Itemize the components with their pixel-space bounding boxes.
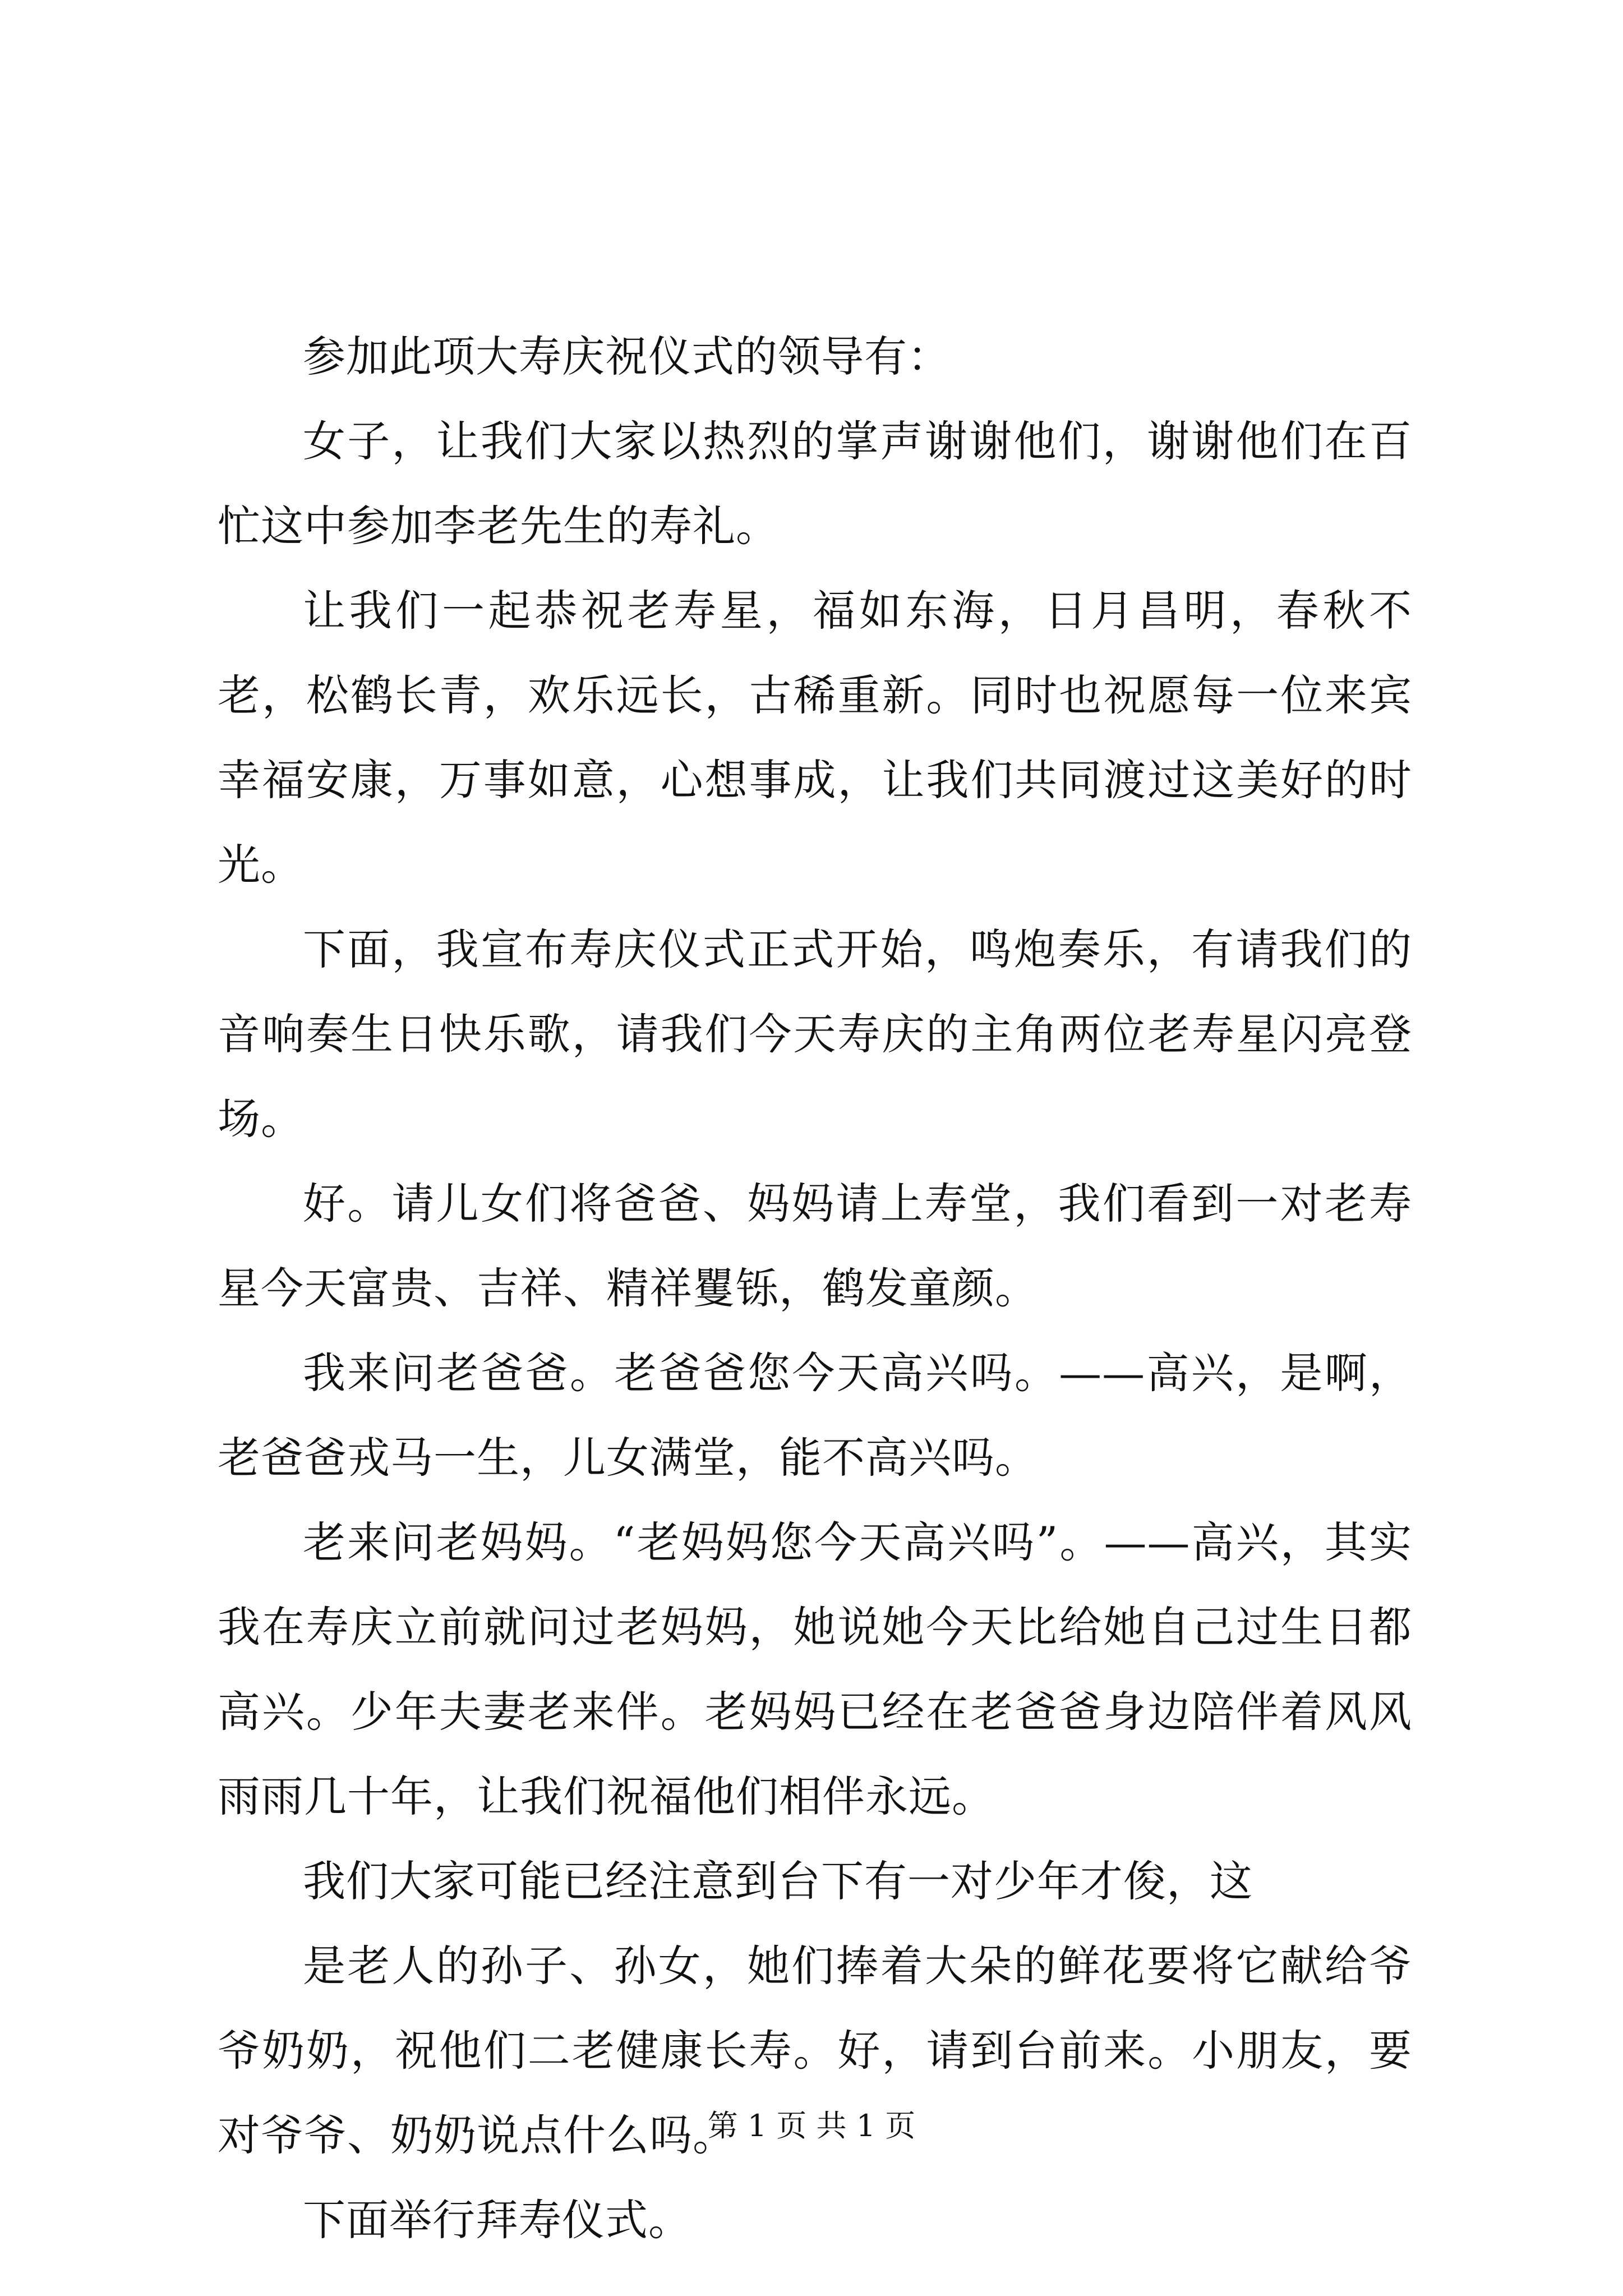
paragraph-6: 我来问老爸爸。老爸爸您今天高兴吗。——高兴，是啊，老爸爸戎马一生，儿女满堂，能不高兴吗。: [218, 1348, 1412, 1483]
paragraph-5: 好。请儿女们将爸爸、妈妈请上寿堂，我们看到一对老寿星今天富贵、吉祥、精祥矍铄，鹤发童颜。: [218, 1179, 1412, 1313]
paragraph-3: 让我们一起恭祝老寿星，福如东海，日月昌明，春秋不老，松鹤长青，欢乐远长，古稀重新。同时也祝愿每一位来宾幸福安康，万事如意，心想事成，让我们共同渡过这美好的时光。: [218, 586, 1412, 890]
paragraph-10: 下面举行拜寿仪式。: [303, 2195, 691, 2245]
paragraph-1: 参加此项大寿庆祝仪式的领导有：: [303, 332, 951, 381]
paragraph-7: 老来问老妈妈。“老妈妈您今天高兴吗”。——高兴，其实我在寿庆立前就问过老妈妈，她说她今天比给她自己过生日都高兴。少年夫妻老来伴。老妈妈已经在老爸爸身边陪伴着风风雨雨几十年，让我们祝福他们相伴永远。: [218, 1517, 1412, 1821]
paragraph-8: 我们大家可能已经注意到台下有一对少年才俊，这: [303, 1856, 1253, 1906]
document-body: [218, 314, 1412, 2262]
paragraph-9: 是老人的孙子、孙女，她们捧着大朵的鲜花要将它献给爷爷奶奶，祝他们二老健康长寿。好，请到台前来。小朋友，要对爷爷、奶奶说点什么吗。: [218, 1941, 1412, 2160]
page-number-label: 第 1 页 共 1 页: [707, 2108, 916, 2143]
paragraph-4: 下面，我宣布寿庆仪式正式开始，鸣炮奏乐，有请我们的音响奏生日快乐歌，请我们今天寿庆的主角两位老寿星闪亮登场。: [218, 924, 1412, 1144]
page-footer: [0, 2106, 1623, 2146]
paragraph-2: 女子，让我们大家以热烈的掌声谢谢他们，谢谢他们在百忙这中参加李老先生的寿礼。: [218, 416, 1412, 551]
